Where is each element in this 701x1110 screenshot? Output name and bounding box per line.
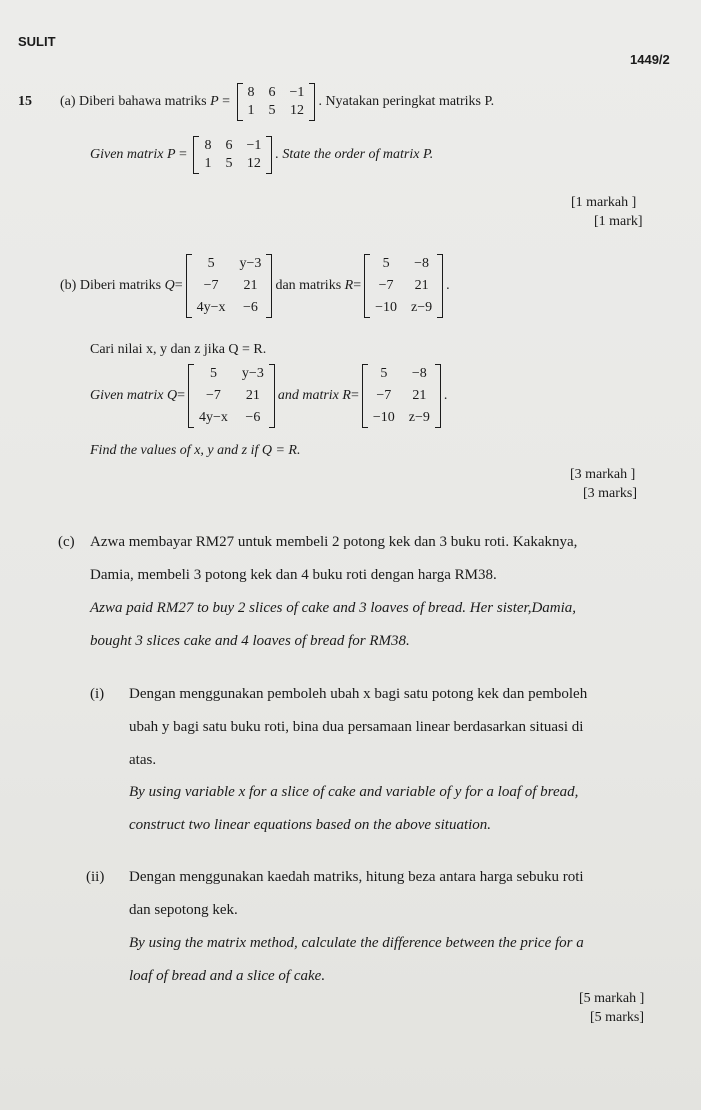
part-b-english-find: Find the values of x, y and z if Q = R. — [90, 443, 301, 458]
matrix-cell: 12 — [289, 103, 304, 118]
period: . — [443, 388, 448, 403]
part-b-label: (b) — [60, 278, 77, 293]
matrix-r-var: R — [344, 278, 354, 293]
part-c-malay-line1: Azwa membayar RM27 untuk membeli 2 potong kek dan 3 buku roti. Kakaknya, — [90, 534, 578, 550]
part-c-i-english-line1: By using variable x for a slice of cake and variable of y for a loaf of bread, — [129, 784, 579, 800]
part-a-malay: (a) Diberi bahawa matriks P = 8 6 −1 1 5 12 . Nyatakan peringkat matriks P. — [60, 83, 494, 121]
matrix-cell: 4y−x — [196, 300, 226, 315]
matrix-cell: y−3 — [239, 256, 262, 271]
matrix-cell: −10 — [375, 300, 398, 315]
matrix-cell: −10 — [372, 410, 395, 425]
part-a-marks-malay: [1 markah ] — [571, 195, 637, 210]
equals-sign: = — [174, 278, 183, 293]
part-c-i-english-line2: construct two linear equations based on the above situation. — [129, 817, 492, 833]
matrix-cell: 8 — [247, 85, 255, 100]
matrix-r — [362, 364, 441, 428]
matrix-cell: 12 — [246, 156, 261, 171]
matrix-cell: 5 — [225, 156, 233, 171]
matrix-cell: −7 — [203, 278, 219, 293]
part-a-malay-pre: Diberi bahawa matriks — [79, 94, 207, 109]
part-c-i-malay-line3: atas. — [129, 752, 157, 768]
part-c-marks-malay: [5 markah ] — [579, 991, 645, 1006]
header-paper-code: 1449/2 — [630, 52, 670, 67]
matrix-cell: 8 — [204, 138, 212, 153]
matrix-cell: 5 — [382, 256, 390, 271]
part-c-marks-english: [5 marks] — [590, 1010, 645, 1025]
matrix-cell: −8 — [411, 366, 427, 381]
matrix-cell: −1 — [289, 85, 305, 100]
part-c-ii-malay-line1: Dengan menggunakan kaedah matriks, hitung beza antara harga sebuku roti — [129, 869, 584, 885]
matrix-cell: 5 — [380, 366, 388, 381]
part-b-malay-find: Cari nilai x, y dan z jika Q = R. — [90, 342, 267, 357]
matrix-cell: −6 — [243, 300, 258, 315]
part-a-malay-post: . Nyatakan peringkat matriks P. — [318, 94, 495, 109]
matrix-cell: 1 — [247, 103, 255, 118]
matrix-cell: 4y−x — [199, 410, 228, 425]
part-c-ii-malay-line2: dan sepotong kek. — [129, 902, 238, 918]
matrix-cell: 1 — [204, 156, 212, 171]
matrix-cell: 5 — [268, 103, 276, 118]
matrix-cell: z−9 — [411, 300, 433, 315]
part-c-ii-english-line2: loaf of bread and a slice of cake. — [129, 968, 326, 984]
matrix-cell: −7 — [206, 388, 221, 403]
part-c-i-label: (i) — [90, 686, 105, 702]
matrix-p — [193, 136, 272, 174]
part-b-marks-english: [3 marks] — [583, 486, 638, 501]
period: . — [446, 278, 450, 293]
matrix-p — [237, 83, 316, 121]
equals-sign: = — [353, 278, 362, 293]
matrix-cell: −6 — [245, 410, 261, 425]
matrix-cell: −1 — [246, 138, 262, 153]
matrix-cell: z−9 — [408, 410, 430, 425]
matrix-cell: 6 — [225, 138, 233, 153]
part-a-marks-english: [1 mark] — [594, 214, 643, 229]
part-a-english-post: . State the order of matrix P. — [275, 147, 434, 162]
matrix-cell: 5 — [209, 366, 217, 381]
part-b-marks-malay: [3 markah ] — [570, 467, 636, 482]
part-a-english-pre: Given matrix — [90, 147, 164, 162]
matrix-cell: 21 — [412, 388, 427, 403]
part-b-english — [90, 364, 447, 428]
question-number: 15 — [18, 94, 32, 109]
matrix-q — [186, 254, 273, 318]
matrix-cell: 5 — [207, 256, 215, 271]
part-b-malay — [60, 254, 450, 318]
matrix-cell: 6 — [268, 85, 276, 100]
part-c-i-malay-line1: Dengan menggunakan pemboleh ubah x bagi satu potong kek dan pemboleh — [129, 686, 588, 702]
part-b-malay-mid: dan matriks — [275, 278, 342, 293]
matrix-r-var: R — [342, 388, 351, 403]
part-b-malay-pre: Diberi matriks — [79, 278, 162, 293]
equals-sign: = — [350, 388, 359, 403]
part-b-english-pre: Given matrix — [90, 388, 164, 403]
matrix-cell: 21 — [414, 278, 429, 293]
matrix-cell: −7 — [378, 278, 394, 293]
part-a-label: (a) — [60, 94, 76, 109]
matrix-q — [188, 364, 275, 428]
part-c-i-malay-line2: ubah y bagi satu buku roti, bina dua persamaan linear berdasarkan situasi di — [129, 719, 584, 735]
part-c-english-line2: bought 3 slices cake and 4 loaves of bread for RM38. — [90, 633, 410, 649]
part-b-english-mid: and matrix — [277, 388, 339, 403]
part-c-label: (c) — [58, 534, 75, 550]
part-c-ii-english-line1: By using the matrix method, calculate the difference between the price for a — [129, 935, 584, 951]
matrix-cell: −8 — [414, 256, 430, 271]
part-c-english-line1: Azwa paid RM27 to buy 2 slices of cake and 3 loaves of bread. Her sister,Damia, — [90, 600, 577, 616]
matrix-p-var: P — [210, 94, 219, 109]
matrix-cell: y−3 — [241, 366, 264, 381]
matrix-cell: 21 — [243, 278, 258, 293]
matrix-r — [364, 254, 443, 318]
part-c-ii-label: (ii) — [86, 869, 105, 885]
matrix-cell: −7 — [376, 388, 392, 403]
matrix-q-var: Q — [164, 278, 175, 293]
part-c-malay-line2: Damia, membeli 3 potong kek dan 4 buku roti dengan harga RM38. — [90, 567, 497, 583]
matrix-q-var: Q — [166, 388, 178, 403]
matrix-p-var: P — [166, 147, 176, 162]
part-a-english: Given matrix P = 8 6 −1 1 5 12 . State the order of matrix P. — [90, 136, 433, 174]
equals-sign: = — [177, 388, 186, 403]
matrix-cell: 21 — [245, 388, 260, 403]
header-sulit: SULIT — [18, 34, 56, 49]
